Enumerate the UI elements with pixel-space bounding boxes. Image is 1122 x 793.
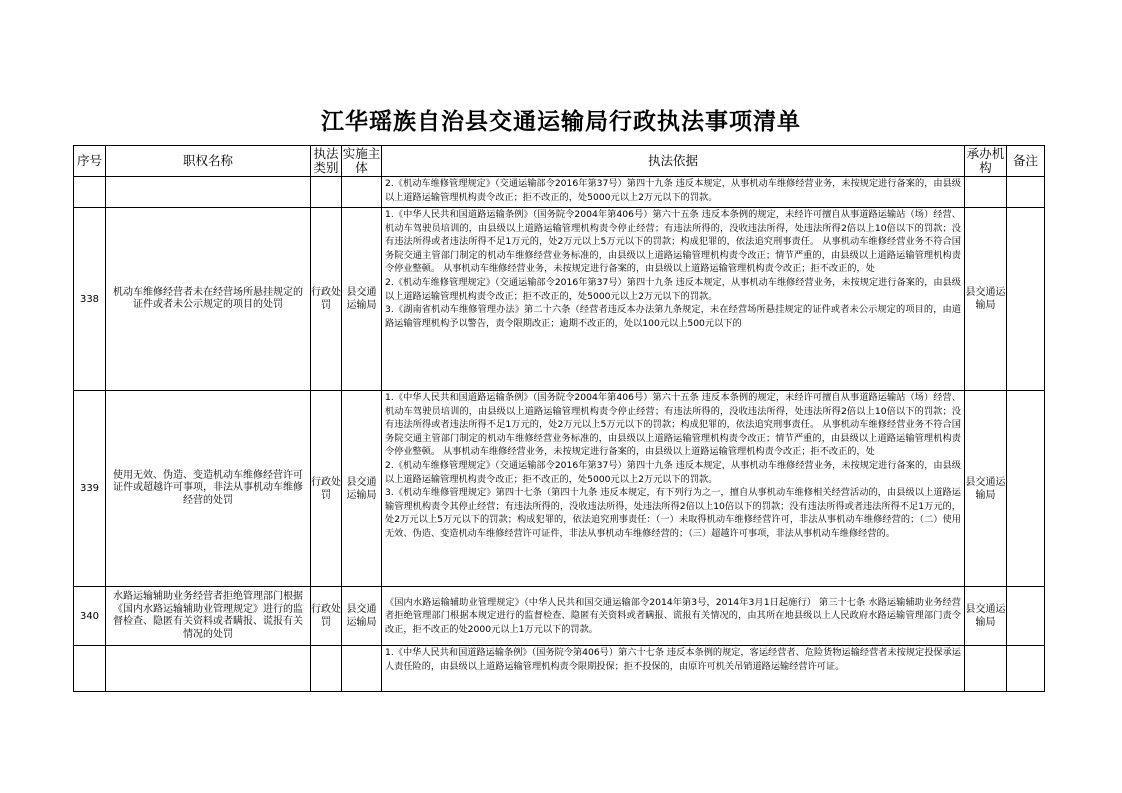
header-category: 执法类别	[311, 146, 342, 177]
table-row	[74, 208, 1045, 391]
row-name: 机动车维修经营者未在经营场所悬挂规定的证件或者未公示规定的项目的处罚	[106, 208, 311, 391]
row-basis	[382, 646, 965, 692]
page-title: 江华瑶族自治县交通运输局行政执法事项清单	[321, 108, 801, 135]
header-subject: 实施主体	[342, 146, 381, 175]
row-remark	[1007, 177, 1045, 208]
row-agency: 县交通运输局	[965, 587, 1007, 646]
row-basis	[382, 208, 965, 391]
table-row	[74, 587, 1045, 646]
row-subject	[342, 177, 382, 208]
row-category	[311, 646, 342, 692]
row-agency: 县交通运输局	[965, 208, 1007, 391]
row-subject: 县交通运输局	[342, 587, 382, 646]
row-remark	[1007, 391, 1045, 587]
header-row	[74, 146, 1045, 177]
basis-clause: 1.《中华人民共和国道路运输条例》（国务院令2004年第406号）第六十五条 违反本条例的规定，未经许可擅自从事道路运输站（场）经营、机动车驾驶员培训的，由县级以上道路运输管理机构责令停止经营；有违法所得的，没收违法所得，处违法所得2倍以上10倍以下的罚款；没有违法所得或者违法所得不足1万元的，处2万元以上5万元以下的罚款；构成犯罪的，依法追究刑事责任。 从事机动车维修经营业务不符合国务院交通主管部门制定的机动车维修经营业务标准的，由县级以上道路运输管理机构责令改正；情节严重的，由县级以上道路运输管理机构责令停业整顿。 从事机动车维修经营业务，未按规定进行备案的，由县级以上道路运输管理机构责令改正；拒不改正的，处	[385, 209, 961, 275]
row-category: 行政处罚	[311, 391, 342, 587]
basis-clause: 1.《中华人民共和国道路运输条例》（国务院令2004年第406号）第六十五条 违反本条例的规定，未经许可擅自从事道路运输站（场）经营、机动车驾驶员培训的，由县级以上道路运输管理机构责令停止经营；有违法所得的，没收违法所得，处违法所得2倍以上10倍以下的罚款；没有违法所得或者违法所得不足1万元的，处2万元以上5万元以下的罚款；构成犯罪的，依法追究刑事责任。 从事机动车维修经营业务不符合国务院交通主管部门制定的机动车维修经营业务标准的，由县级以上道路运输管理机构责令改正；情节严重的，由县级以上道路运输管理机构责令停业整顿。 从事机动车维修经营业务，未按规定进行备案的，由县级以上道路运输管理机构责令改正；拒不改正的，处	[385, 392, 961, 458]
row-category	[311, 177, 342, 208]
row-remark	[1007, 208, 1045, 391]
header-name: 职权名称	[106, 146, 311, 177]
header-remark: 备注	[1007, 146, 1045, 177]
row-agency	[965, 177, 1007, 208]
enforcement-table	[73, 145, 1045, 692]
header-basis: 执法依据	[382, 146, 965, 177]
row-no	[74, 177, 106, 208]
basis-clause: 2.《机动车维修管理规定》（交通运输部令2016年第37号）第四十九条 违反本规定，从事机动车维修经营业务，未按规定进行备案的，由县级以上道路运输管理机构责令改正；拒不改正的，处5000元以上2万元以下的罚款。	[385, 459, 961, 485]
row-agency	[965, 646, 1007, 692]
table-row	[74, 646, 1045, 692]
row-remark	[1007, 646, 1045, 692]
row-no: 338	[74, 208, 106, 391]
basis-clause: 2.《机动车维修管理规定》（交通运输部令2016年第37号）第四十九条 违反本规定，从事机动车维修经营业务，未按规定进行备案的，由县级以上道路运输管理机构责令改正；拒不改正的，处5000元以上2万元以下的罚款。	[385, 276, 961, 302]
row-subject	[342, 646, 382, 692]
row-remark	[1007, 587, 1045, 646]
basis-clause: 3.《湖南省机动车维修管理办法》第二十六条（经营者违反本办法第九条规定，未在经营场所悬挂规定的证件或者未公示规定的项目的，由道路运输管理机构予以警告，责令限期改正；逾期不改正的，处以100元以上500元以下的	[385, 304, 961, 329]
row-basis	[382, 177, 965, 208]
row-subject: 县交通运输局	[342, 208, 382, 391]
basis-clause: 3.《机动车维修管理规定》第四十七条（第四十九条 违反本规定，有下列行为之一，擅自从事机动车维修相关经营活动的，由县级以上道路运输管理机构责令其停止经营；有违法所得的，没收违法所得，处违法所得2倍以上10倍以下的罚款；没有违法所得或者违法所得不足1万元的，处2万元以上5万元以下的罚款；构成犯罪的，依法追究刑事责任：（一）未取得机动车维修经营许可，非法从事机动车维修经营的；（二）使用无效、伪造、变造机动车维修经营许可证件，非法从事机动车维修经营的；（三）超越许可事项，非法从事机动车维修经营的。	[385, 487, 961, 539]
row-name: 使用无效、伪造、变造机动车维修经营许可证件或超越许可事项，非法从事机动车维修经营的处罚	[106, 391, 311, 587]
row-name	[106, 646, 311, 692]
table-row	[74, 177, 1045, 208]
row-subject: 县交通运输局	[342, 391, 382, 587]
basis-clause: 《国内水路运输辅助业管理规定》（中华人民共和国交通运输部令2014年第3号，2014年3月1日起施行） 第三十七条 水路运输辅助业务经营者拒绝管理部门根据本规定进行的监督检查、隐匿有关资料或者瞒报、谎报有关情况的，由其所在地县级以上人民政府水路运输管理部门责令改正，拒不改正的处2000元以上1万元以下的罚款。	[385, 596, 961, 635]
row-agency: 县交通运输局	[965, 391, 1007, 587]
row-no	[74, 646, 106, 692]
basis-clause: 2.《机动车维修管理规定》（交通运输部令2016年第37号）第四十九条 违反本规定，从事机动车维修经营业务，未按规定进行备案的，由县级以上道路运输管理机构责令改正；拒不改正的，处5000元以上2万元以下的罚款。	[385, 178, 961, 203]
table-row	[74, 391, 1045, 587]
basis-clause: 1.《中华人民共和国道路运输条例》（国务院令第406号）第六十七条 违反本条例的规定，客运经营者、危险货物运输经营者未按规定投保承运人责任险的，由县级以上道路运输管理机构责令限期投保；拒不投保的，由原许可机关吊销道路运输经营许可证。	[385, 647, 961, 672]
row-name	[106, 177, 311, 208]
header-agency: 承办机构	[965, 146, 1007, 177]
row-basis	[382, 391, 965, 587]
row-category: 行政处罚	[311, 587, 342, 646]
row-no: 340	[74, 587, 106, 646]
header-no: 序号	[74, 146, 106, 177]
row-category: 行政处罚	[311, 208, 342, 391]
row-basis	[382, 587, 965, 646]
row-name: 水路运输辅助业务经营者拒绝管理部门根据《国内水路运输辅助业管理规定》进行的监督检查、隐匿有关资料或者瞒报、谎报有关情况的处罚	[106, 587, 311, 646]
row-no: 339	[74, 391, 106, 587]
